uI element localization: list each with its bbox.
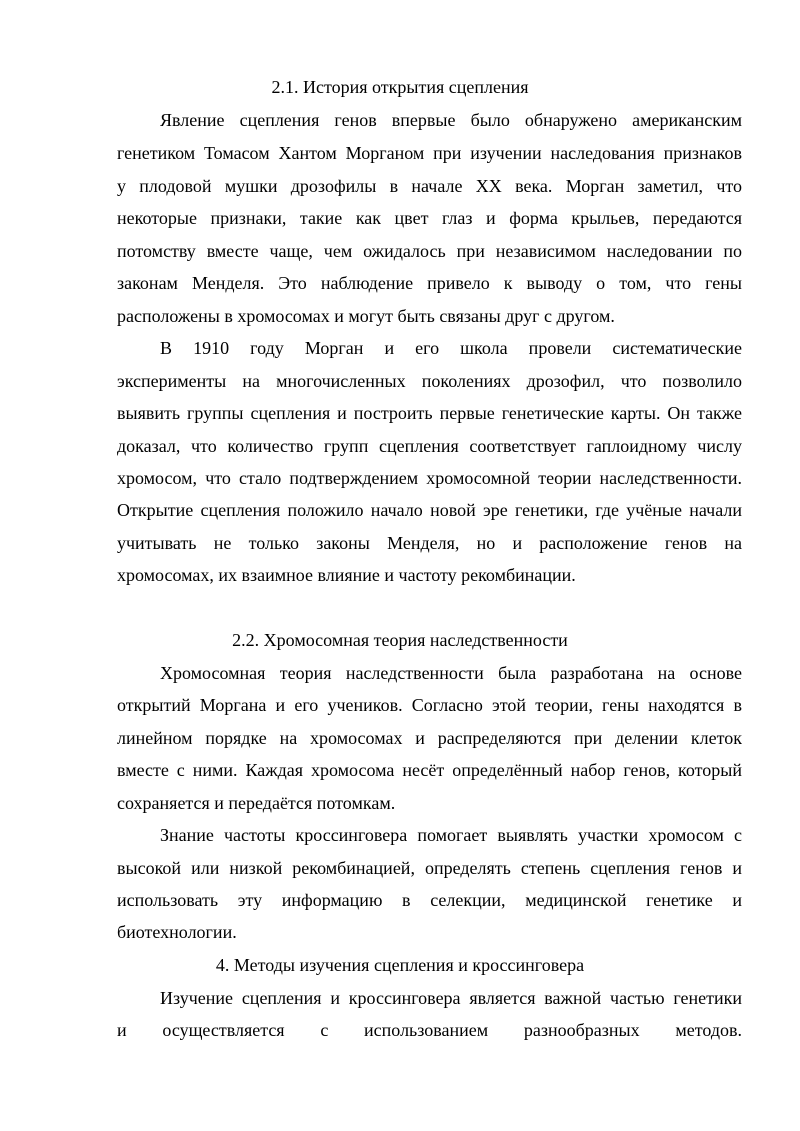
paragraph-line: В 1910 году Морган и его школа провели систематические [160, 338, 742, 358]
paragraph-line: открытий Моргана и его учеников. Согласно этой теории, гены находятся в [117, 695, 742, 715]
paragraph-line: сохраняется и передаётся потомкам. [117, 793, 396, 813]
section-heading-2-2: 2.2. Хромосомная теория наследственности [232, 630, 568, 650]
paragraph-line: Хромосомная теория наследственности была разработана на основе [160, 663, 742, 683]
section-heading-4: 4. Методы изучения сцепления и кроссинговера [215, 955, 585, 975]
paragraph-line: хромосомах, их взаимное влияние и частоту рекомбинации. [117, 565, 576, 585]
paragraph-line: законам Менделя. Это наблюдение привело к выводу о том, что гены [117, 273, 742, 293]
paragraph-line: эксперименты на многочисленных поколениях дрозофил, что позволило [117, 371, 742, 391]
paragraph-line: некоторые признаки, такие как цвет глаз и форма крыльев, передаются [117, 208, 742, 228]
section-heading-2-1: 2.1. История открытия сцепления [271, 77, 529, 97]
paragraph-line: высокой или низкой рекомбинацией, определять степень сцепления генов и [117, 858, 742, 878]
paragraph-line: хромосом, что стало подтверждением хромосомной теории наследственности. [117, 468, 742, 488]
paragraph-line: линейном порядке на хромосомах и распределяются при делении клеток [117, 728, 742, 748]
paragraph-line: учитывать не только законы Менделя, но и расположение генов на [117, 533, 742, 553]
paragraph-line: потомству вместе чаще, чем ожидалось при независимом наследовании по [117, 241, 742, 261]
paragraph-line: вместе с ними. Каждая хромосома несёт определённый набор генов, который [117, 760, 742, 780]
paragraph-line: Открытие сцепления положило начало новой эре генетики, где учёные начали [117, 500, 742, 520]
paragraph-line: расположены в хромосомах и могут быть связаны друг с другом. [117, 306, 615, 326]
paragraph-line: Знание частоты кроссинговера помогает выявлять участки хромосом с [160, 825, 742, 845]
paragraph-line: и осуществляется с использованием разнообразных методов. [117, 1020, 742, 1040]
paragraph-line: выявить группы сцепления и построить первые генетические карты. Он также [117, 403, 742, 423]
paragraph-line: Явление сцепления генов впервые было обнаружено американским [160, 110, 742, 130]
paragraph-line: Изучение сцепления и кроссинговера является важной частью генетики [160, 988, 742, 1008]
paragraph-line: генетиком Томасом Хантом Морганом при изучении наследования признаков [117, 143, 742, 163]
paragraph-line: использовать эту информацию в селекции, медицинской генетике и [117, 890, 742, 910]
paragraph-line: у плодовой мушки дрозофилы в начале XX века. Морган заметил, что [117, 176, 742, 196]
paragraph-line: биотехнологии. [117, 922, 237, 942]
paragraph-line: доказал, что количество групп сцепления соответствует гаплоидному числу [117, 436, 742, 456]
